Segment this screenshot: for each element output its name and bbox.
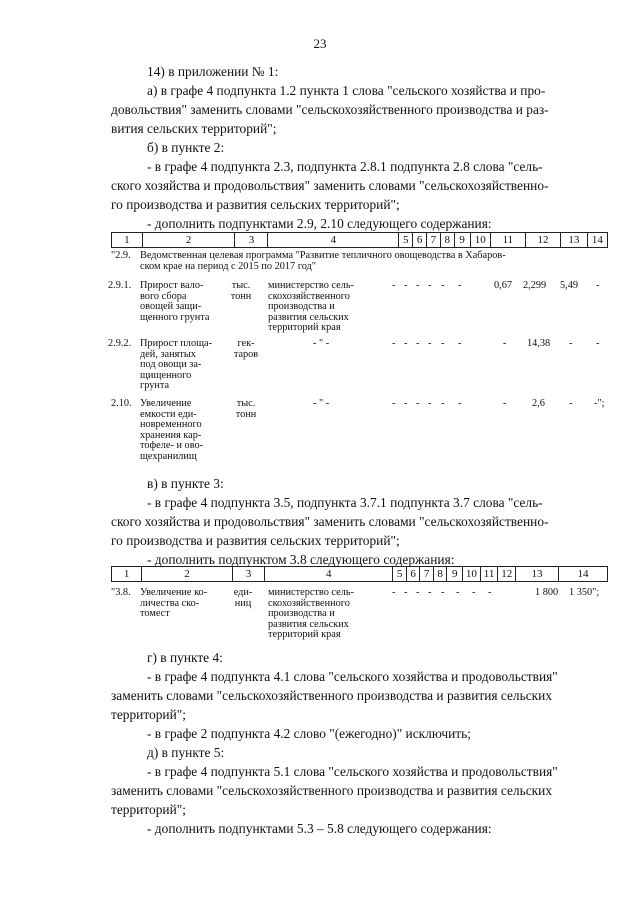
paragraph-line: - в графе 4 подпункта 2.3, подпункта 2.8.1 подпункта 2.8 слова "сель- xyxy=(147,159,543,174)
cell-dash: - xyxy=(488,587,492,598)
cell-value: 5,49 xyxy=(560,280,579,291)
cell-line: таров xyxy=(233,348,259,360)
cell-dash: - xyxy=(503,338,507,349)
page-number: 23 xyxy=(313,36,327,51)
cell-dash: - xyxy=(428,338,432,349)
cell-dash: - xyxy=(441,280,445,291)
cell-line: под овощи за- xyxy=(140,359,202,371)
table1-header xyxy=(111,232,608,248)
cell-dash: - xyxy=(441,338,445,349)
cell-dash: - xyxy=(404,398,408,409)
paragraph-line: территорий"; xyxy=(111,707,186,722)
col-header: 9 xyxy=(454,233,470,248)
cell-dash: - xyxy=(392,338,396,349)
paragraph-line: - в графе 4 подпункта 4.1 слова "сельского хозяйства и продовольствия" xyxy=(147,669,558,684)
cell-line: тонн xyxy=(230,290,252,302)
cell-dash: - xyxy=(416,280,420,291)
paragraph-line: довольствия" заменить словами "сельскохозяйственного производства и раз- xyxy=(111,102,549,117)
cell-line: щенного грунта xyxy=(140,311,210,323)
text: а) в графе 4 подпункта 1.2 пункта 1 слова "сельского хозяйства и про- xyxy=(147,83,546,98)
paragraph-line: - в графе 4 подпункта 3.5, подпункта 3.7.1 подпункта 3.7 слова "сель- xyxy=(147,495,543,510)
col-header: 11 xyxy=(480,567,498,582)
col-header: 2 xyxy=(142,233,235,248)
col-header: 12 xyxy=(525,233,560,248)
cell-dash: - xyxy=(472,587,476,598)
paragraph-line: - в графе 4 подпункта 5.1 слова "сельского хозяйства и продовольствия" xyxy=(147,764,558,779)
cell-line: производства и xyxy=(268,608,335,620)
cell-line: тыс. xyxy=(236,398,256,409)
cell-value: 2,299 xyxy=(523,280,547,291)
cell-line: овощей защи- xyxy=(140,301,202,313)
col-header: 13 xyxy=(561,233,588,248)
col-header: 8 xyxy=(433,567,447,582)
col-header: 3 xyxy=(235,233,268,248)
col-header: 3 xyxy=(232,567,264,582)
cell-line: тофеле- и ово- xyxy=(140,440,204,452)
cell-dash: - xyxy=(441,398,445,409)
cell-line: гек- xyxy=(237,338,255,349)
cell-dash: - xyxy=(458,398,462,409)
col-header: 5 xyxy=(399,233,413,248)
cell-dash: - xyxy=(392,280,396,291)
cell-line: тыс. xyxy=(231,280,251,291)
paragraph-line: г) в пункте 4: xyxy=(147,650,223,665)
cell-line: Увеличение ко- xyxy=(140,587,208,598)
col-header: 5 xyxy=(393,567,407,582)
cell-line: развития сельских xyxy=(268,618,349,630)
col-header: 2 xyxy=(142,567,233,582)
cell-line: новременного xyxy=(140,419,202,431)
row-2-10-name xyxy=(140,399,203,463)
cell-dash: - xyxy=(416,587,420,598)
cell-line: грунта xyxy=(140,380,170,392)
cell-dash: - xyxy=(428,398,432,409)
cell-line: вого сбора xyxy=(140,290,187,302)
paragraph-line: - в графе 2 подпункта 4.2 слово "(ежегодно)" исключить; xyxy=(147,726,471,741)
row-3-8-number: "3.8. xyxy=(111,587,131,598)
cell-line: емкости еди- xyxy=(140,408,197,420)
cell-line: томест xyxy=(140,608,170,620)
cell-line: Увеличение xyxy=(140,398,192,409)
cell-dash: - xyxy=(392,398,396,409)
row-2-9-2-number: 2.9.2. xyxy=(108,338,132,349)
cell-line: производства и xyxy=(268,301,335,313)
paragraph-line: - дополнить подпунктом 3.8 следующего содержания: xyxy=(147,552,455,567)
cell-line: еди- xyxy=(233,587,253,598)
cell-line: министерство сель- xyxy=(268,280,354,291)
paragraph-line: заменить словами "сельскохозяйственного производства и развития сельских xyxy=(111,783,553,798)
row-2-9-1-executor xyxy=(268,281,354,334)
paragraph-line: д) в пункте 5: xyxy=(147,745,225,760)
cell-dash: - xyxy=(404,280,408,291)
row-2-10-unit xyxy=(226,399,266,420)
paragraph-line: го производства и развития сельских территорий"; xyxy=(111,533,400,548)
col-header: 4 xyxy=(265,567,393,582)
cell-dash: - xyxy=(569,398,573,409)
cell-dash: - xyxy=(441,587,445,598)
cell-line: щехранилищ xyxy=(140,450,197,462)
cell-line: хранения кар- xyxy=(140,429,202,441)
col-header: 10 xyxy=(470,233,490,248)
row-3-8-name xyxy=(140,588,207,620)
paragraph-line: ского хозяйства и продовольствия" заменить словами "сельскохозяйственно- xyxy=(111,178,549,193)
paragraph-line: - дополнить подпунктами 5.3 – 5.8 следующего содержания: xyxy=(147,821,492,836)
col-header: 4 xyxy=(268,233,399,248)
cell-value: -"; xyxy=(594,398,605,409)
row-2-10-number: 2.10. xyxy=(111,398,132,409)
cell-value: 1 350"; xyxy=(569,587,600,598)
cell-line: скохозяйственного xyxy=(268,290,350,302)
row-2-9-2-name xyxy=(140,339,212,392)
paragraph-line: ского хозяйства и продовольствия" заменить словами "сельскохозяйственно- xyxy=(111,514,549,529)
cell-dash: - xyxy=(416,398,420,409)
row-3-8-unit xyxy=(228,588,258,609)
cell-line: Прирост вало- xyxy=(140,280,204,291)
col-header: 14 xyxy=(587,233,607,248)
cell-value: 0,67 xyxy=(494,280,513,291)
paragraph-line: в) в пункте 3: xyxy=(147,476,224,491)
cell-line: территорий края xyxy=(268,629,341,641)
cell-value: 1 800 xyxy=(535,587,559,598)
row-2-9-2-executor: - " - xyxy=(313,338,330,349)
paragraph-line: б) в пункте 2: xyxy=(147,140,225,155)
row-2-9-number: "2.9. xyxy=(111,250,131,261)
cell-line: тонн xyxy=(235,408,257,420)
cell-dash: - xyxy=(596,280,600,291)
paragraph-line: 14) в приложении № 1: xyxy=(147,64,279,79)
cell-dash: - xyxy=(404,587,408,598)
col-header: 12 xyxy=(498,567,516,582)
cell-dash: - xyxy=(404,338,408,349)
row-2-9-1-name xyxy=(140,281,209,323)
col-header: 9 xyxy=(447,567,463,582)
paragraph-line: го производства и развития сельских территорий"; xyxy=(111,197,400,212)
cell-line: территорий края xyxy=(268,322,341,334)
cell-dash: - xyxy=(428,587,432,598)
paragraph-line: - дополнить подпунктами 2.9, 2.10 следующего содержания: xyxy=(147,216,492,231)
cell-dash: - xyxy=(416,338,420,349)
col-header: 10 xyxy=(463,567,481,582)
col-header: 13 xyxy=(516,567,559,582)
col-header: 1 xyxy=(112,567,142,582)
row-2-9-1-number: 2.9.1. xyxy=(108,280,132,291)
paragraph-line: вития сельских территорий"; xyxy=(111,121,277,136)
col-header: 1 xyxy=(112,233,143,248)
cell-dash: - xyxy=(392,587,396,598)
col-header: 8 xyxy=(440,233,454,248)
paragraph-line: территорий"; xyxy=(111,802,186,817)
cell-line: ниц xyxy=(234,597,252,609)
row-2-9-1-unit xyxy=(226,281,256,302)
cell-dash: - xyxy=(456,587,460,598)
cell-dash: - xyxy=(458,280,462,291)
col-header: 14 xyxy=(558,567,607,582)
cell-dash: - xyxy=(458,338,462,349)
col-header: 7 xyxy=(427,233,441,248)
cell-line: скохозяйственного xyxy=(268,597,350,609)
col-header: 6 xyxy=(413,233,427,248)
cell-dash: - xyxy=(503,398,507,409)
row-2-9-2-unit xyxy=(226,339,266,360)
cell-value: 14,38 xyxy=(527,338,551,349)
cell-line: дей, занятых xyxy=(140,348,196,360)
col-header: 7 xyxy=(420,567,434,582)
cell-line: министерство сель- xyxy=(268,587,354,598)
cell-line: личества ско- xyxy=(140,597,200,609)
col-header: 6 xyxy=(406,567,420,582)
cell-line: щищенного xyxy=(140,369,192,381)
table2-header xyxy=(111,566,608,582)
row-2-9-text: Ведомственная целевая программа "Развитие тепличного овощеводства в Хабаров- xyxy=(140,250,506,261)
row-3-8-executor xyxy=(268,588,354,641)
col-header: 11 xyxy=(490,233,525,248)
paragraph-line: заменить словами "сельскохозяйственного производства и развития сельских xyxy=(111,688,553,703)
cell-dash: - xyxy=(428,280,432,291)
cell-value: 2,6 xyxy=(532,398,545,409)
cell-dash: - xyxy=(596,338,600,349)
cell-line: Прирост площа- xyxy=(140,338,213,349)
row-2-9-text: ском крае на период с 2015 по 2017 год" xyxy=(140,261,316,272)
cell-dash: - xyxy=(569,338,573,349)
row-2-10-executor: - " - xyxy=(313,398,330,409)
paragraph-line xyxy=(147,81,608,100)
cell-line: развития сельских xyxy=(268,311,349,323)
